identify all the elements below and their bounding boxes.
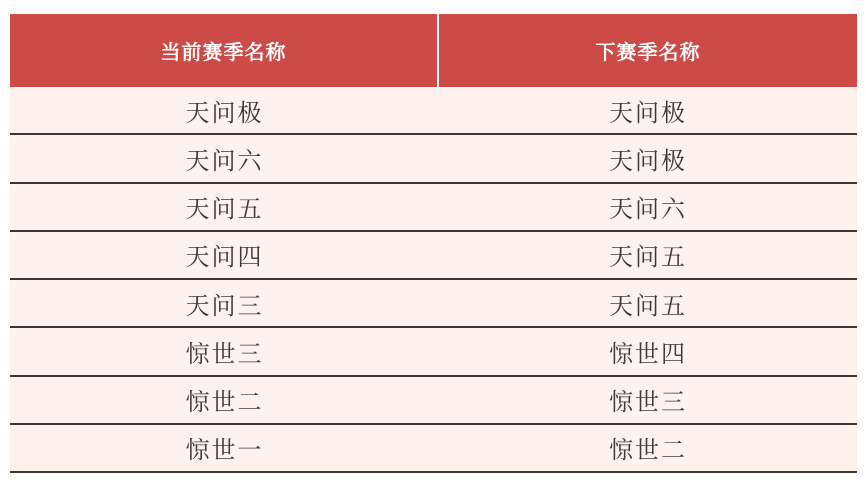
cell-next-season: 天问六	[609, 196, 687, 224]
table-row	[10, 377, 857, 425]
table-row	[10, 232, 857, 280]
table-row	[10, 184, 857, 232]
cell-next-season: 惊世四	[609, 340, 687, 368]
cell-current-season: 惊世一	[185, 437, 264, 465]
table-row	[10, 135, 857, 183]
table-row	[10, 280, 857, 328]
cell-next-season: 天问五	[609, 292, 687, 320]
cell-current-season: 天问五	[185, 196, 264, 224]
column-header-next-season: 下赛季名称	[595, 42, 701, 64]
cell-current-season: 天问四	[185, 244, 264, 272]
cell-current-season: 惊世二	[185, 389, 264, 417]
table-header-row	[10, 14, 857, 87]
cell-next-season: 天问五	[609, 244, 687, 272]
cell-next-season: 惊世二	[609, 437, 687, 465]
cell-current-season: 天问三	[185, 292, 264, 320]
cell-current-season: 天问六	[185, 147, 264, 175]
cell-current-season: 天问极	[185, 99, 264, 127]
table-body	[10, 87, 857, 473]
cell-next-season: 天问极	[609, 99, 687, 127]
column-header-current-season: 当前赛季名称	[160, 42, 287, 64]
table-row	[10, 87, 857, 135]
cell-current-season: 惊世三	[185, 340, 264, 368]
table-row	[10, 425, 857, 473]
table-row	[10, 328, 857, 376]
cell-next-season: 天问极	[609, 147, 687, 175]
season-mapping-table	[10, 14, 857, 473]
cell-next-season: 惊世三	[609, 389, 687, 417]
